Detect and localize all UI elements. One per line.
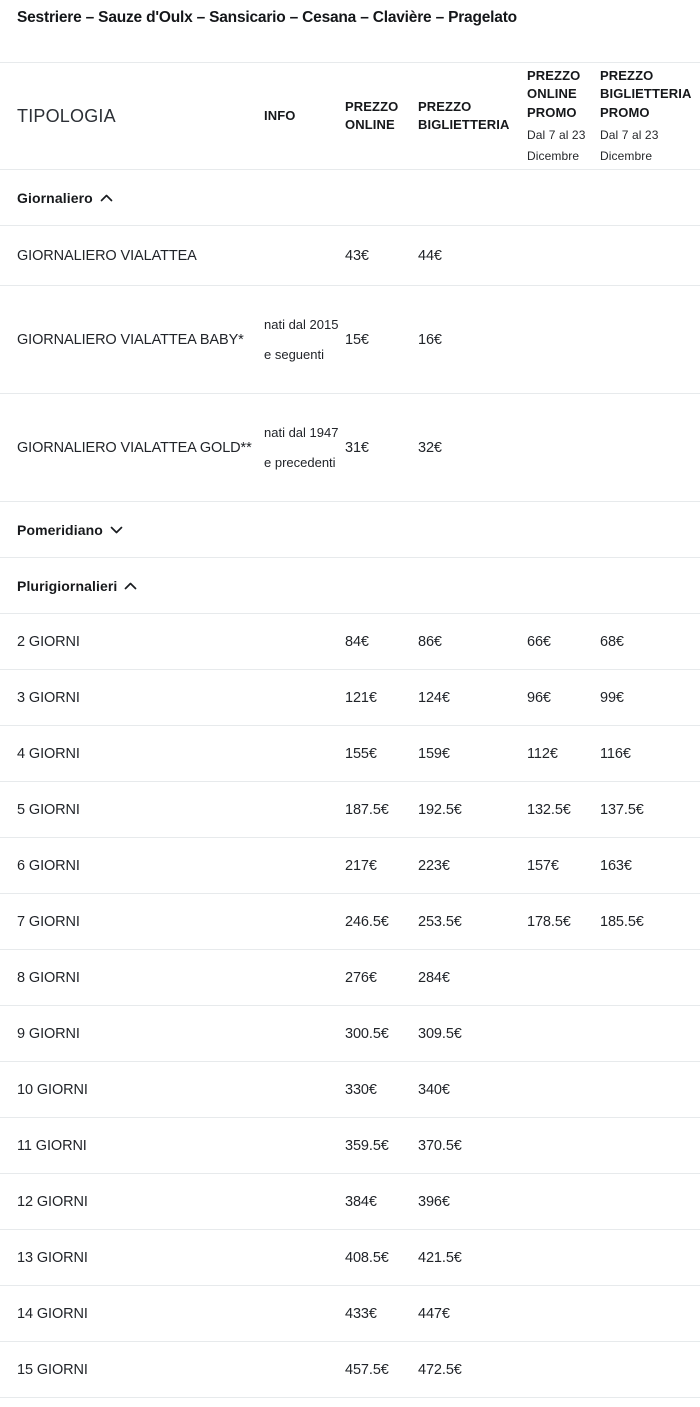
- prezzo-biglietteria-cell: 472.5€: [418, 1361, 462, 1378]
- prezzo-online-cell: 433€: [345, 1305, 377, 1322]
- prezzo-online-promo-cell: 157€: [527, 857, 559, 874]
- prezzo-online-cell: 43€: [345, 247, 369, 264]
- table-body: [0, 170, 700, 1398]
- prezzo-online-promo-cell: 112€: [527, 745, 558, 762]
- tipologia-cell: 8 GIORNI: [17, 969, 80, 986]
- prezzo-online-cell: 300.5€: [345, 1025, 389, 1042]
- column-header-prezzo-biglietteria-promo-title: PREZZO BIGLIETTERIA PROMO: [600, 67, 691, 120]
- tipologia-cell: 15 GIORNI: [17, 1361, 88, 1378]
- tipologia-cell: 11 GIORNI: [17, 1137, 87, 1154]
- prezzo-biglietteria-cell: 421.5€: [418, 1249, 462, 1266]
- table-row: [0, 726, 700, 782]
- section-header-plurigiornalieri[interactable]: [0, 558, 700, 614]
- info-cell: nati dal 2015 e seguenti: [264, 316, 339, 362]
- prezzo-online-promo-cell: 66€: [527, 633, 551, 650]
- table-row: [0, 1230, 700, 1286]
- section-header-pomeridiano[interactable]: [0, 502, 700, 558]
- table-row: [0, 782, 700, 838]
- table-row: [0, 894, 700, 950]
- prezzo-online-cell: 246.5€: [345, 913, 389, 930]
- prezzo-biglietteria-cell: 44€: [418, 247, 442, 264]
- section-label: Pomeridiano: [17, 521, 103, 538]
- page-title: Sestriere – Sauze d'Oulx – Sansicario – Cesana – Clavière – Pragelato: [17, 9, 517, 26]
- chevron-down-icon: [110, 521, 123, 539]
- prezzo-online-cell: 217€: [345, 857, 377, 874]
- prezzo-biglietteria-promo-cell: 163€: [600, 857, 632, 874]
- prezzo-biglietteria-promo-cell: 137.5€: [600, 801, 644, 818]
- section-label: Plurigiornalieri: [17, 577, 118, 594]
- column-header-prezzo-online-promo-title: PREZZO ONLINE PROMO: [527, 67, 581, 120]
- column-header-prezzo-biglietteria: PREZZO BIGLIETTERIA: [418, 98, 510, 132]
- tipologia-cell: 6 GIORNI: [17, 857, 80, 874]
- prezzo-biglietteria-cell: 309.5€: [418, 1025, 462, 1042]
- prezzo-biglietteria-cell: 284€: [418, 969, 450, 986]
- prezzo-biglietteria-promo-cell: 68€: [600, 633, 624, 650]
- column-header-tipologia: TIPOLOGIA: [17, 105, 116, 126]
- table-row: [0, 950, 700, 1006]
- prezzo-online-cell: 276€: [345, 969, 377, 986]
- prezzo-biglietteria-cell: 447€: [418, 1305, 450, 1322]
- prezzo-biglietteria-cell: 370.5€: [418, 1137, 462, 1154]
- promo-period-label: Dal 7 al 23 Dicembre: [600, 128, 659, 163]
- prezzo-biglietteria-cell: 16€: [418, 331, 442, 348]
- tipologia-cell: 5 GIORNI: [17, 801, 80, 818]
- prezzo-online-cell: 84€: [345, 633, 369, 650]
- chevron-up-icon: [124, 577, 137, 595]
- column-header-prezzo-online: PREZZO ONLINE: [345, 98, 399, 132]
- prezzo-biglietteria-promo-cell: 99€: [600, 689, 624, 706]
- prezzo-online-cell: 155€: [345, 745, 377, 762]
- table-row: [0, 838, 700, 894]
- prezzo-online-cell: 330€: [345, 1081, 377, 1098]
- prezzo-online-promo-cell: 96€: [527, 689, 551, 706]
- table-row: [0, 394, 700, 502]
- table-row: [0, 226, 700, 286]
- chevron-up-icon: [100, 189, 113, 207]
- tipologia-cell: 10 GIORNI: [17, 1081, 88, 1098]
- table-row: [0, 1286, 700, 1342]
- tipologia-cell: 4 GIORNI: [17, 745, 80, 762]
- column-header-prezzo-biglietteria-promo: [600, 67, 700, 166]
- prezzo-biglietteria-promo-cell: 116€: [600, 745, 631, 762]
- tipologia-cell: 12 GIORNI: [17, 1193, 88, 1210]
- prezzo-online-promo-cell: 178.5€: [527, 913, 571, 930]
- table-header-row: [0, 63, 700, 170]
- tipologia-cell: 3 GIORNI: [17, 689, 80, 706]
- prezzo-online-cell: 457.5€: [345, 1361, 389, 1378]
- table-row: [0, 1062, 700, 1118]
- tipologia-cell: 13 GIORNI: [17, 1249, 88, 1266]
- prezzo-biglietteria-cell: 124€: [418, 689, 450, 706]
- prezzo-online-cell: 408.5€: [345, 1249, 389, 1266]
- table-row: [0, 670, 700, 726]
- promo-period-label: Dal 7 al 23 Dicembre: [527, 128, 586, 163]
- prezzo-biglietteria-cell: 159€: [418, 745, 450, 762]
- column-header-info: INFO: [264, 107, 296, 123]
- prezzo-online-cell: 384€: [345, 1193, 377, 1210]
- section-label: Giornaliero: [17, 189, 93, 206]
- section-header-giornaliero[interactable]: [0, 170, 700, 226]
- prezzo-biglietteria-cell: 340€: [418, 1081, 450, 1098]
- info-cell: nati dal 1947 e precedenti: [264, 424, 339, 470]
- tipologia-cell: 7 GIORNI: [17, 913, 80, 930]
- prezzo-biglietteria-cell: 32€: [418, 439, 442, 456]
- table-row: [0, 1174, 700, 1230]
- prezzo-online-promo-cell: 132.5€: [527, 801, 571, 818]
- table-row: [0, 1342, 700, 1398]
- prezzo-online-cell: 31€: [345, 439, 369, 456]
- prezzo-online-cell: 359.5€: [345, 1137, 389, 1154]
- tipologia-cell: GIORNALIERO VIALATTEA: [17, 247, 197, 264]
- prezzo-biglietteria-promo-cell: 185.5€: [600, 913, 644, 930]
- prezzo-online-cell: 187.5€: [345, 801, 389, 818]
- tipologia-cell: 9 GIORNI: [17, 1025, 80, 1042]
- column-header-prezzo-online-promo: [527, 67, 600, 166]
- prezzo-biglietteria-cell: 192.5€: [418, 801, 462, 818]
- table-row: [0, 286, 700, 394]
- tipologia-cell: GIORNALIERO VIALATTEA GOLD**: [17, 439, 252, 456]
- table-row: [0, 1118, 700, 1174]
- tipologia-cell: GIORNALIERO VIALATTEA BABY*: [17, 331, 244, 348]
- prezzo-biglietteria-cell: 86€: [418, 633, 442, 650]
- prezzo-biglietteria-cell: 396€: [418, 1193, 450, 1210]
- prezzo-online-cell: 15€: [345, 331, 369, 348]
- table-row: [0, 1006, 700, 1062]
- tipologia-cell: 14 GIORNI: [17, 1305, 88, 1322]
- table-row: [0, 614, 700, 670]
- pricing-table: [0, 62, 700, 1398]
- prezzo-biglietteria-cell: 223€: [418, 857, 450, 874]
- prezzo-online-cell: 121€: [345, 689, 377, 706]
- tipologia-cell: 2 GIORNI: [17, 633, 80, 650]
- prezzo-biglietteria-cell: 253.5€: [418, 913, 462, 930]
